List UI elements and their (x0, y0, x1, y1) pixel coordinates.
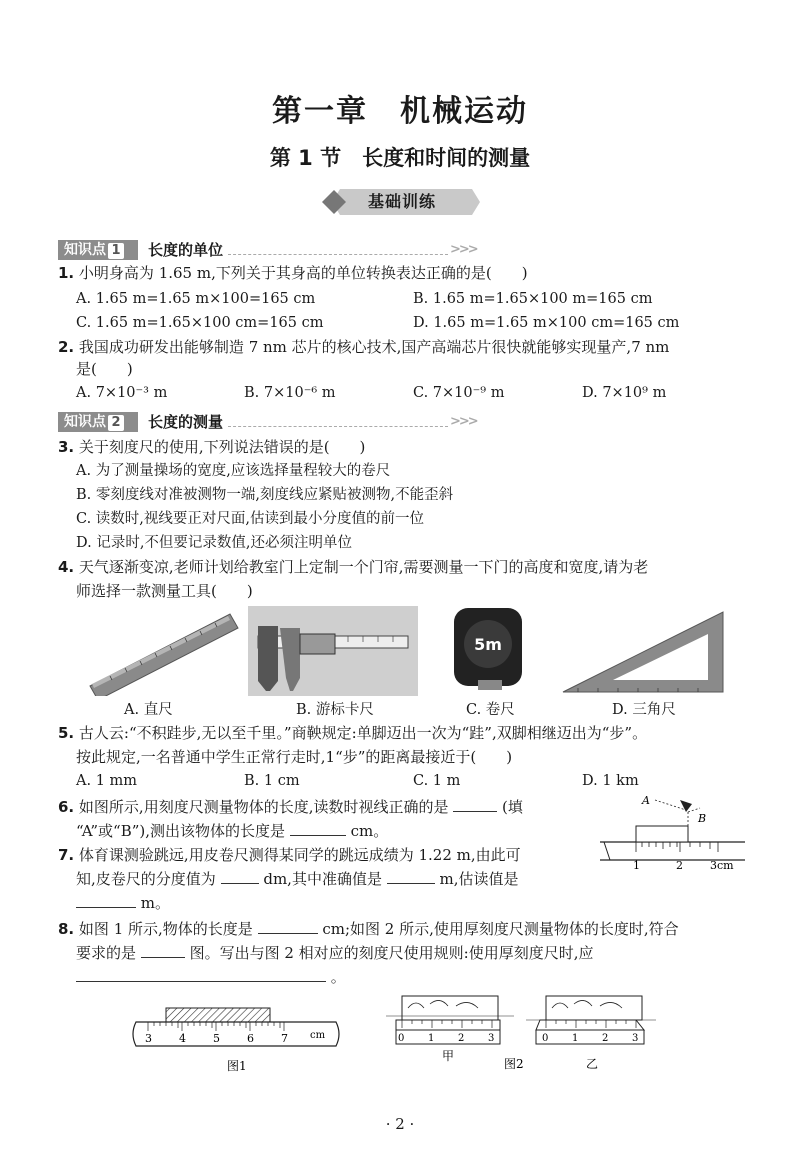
tick-label: 3cm (710, 859, 734, 872)
question-number: 7. (58, 846, 75, 864)
option-a[interactable]: A. 1 mm (76, 773, 138, 789)
question-stem: m,估读值是 (439, 870, 519, 888)
question-stem: 要求的是 (76, 944, 137, 962)
ruler-image[interactable] (80, 606, 240, 696)
answer-blank[interactable] (290, 821, 346, 836)
option-b[interactable]: B. 游标卡尺 (296, 702, 374, 718)
tape-measure-image[interactable] (448, 600, 528, 695)
question-stem: 古人云:“不积跬步,无以至千里。”商鞅规定:单脚迈出一次为“跬”,双脚相继迈出为“步”。 (78, 724, 648, 742)
answer-blank[interactable] (387, 869, 435, 884)
q8-figure-1 (130, 998, 345, 1076)
question-stem-cont (76, 892, 170, 914)
tick-label: 3 (632, 1033, 639, 1044)
option-c[interactable]: C. 1.65 m=1.65×100 cm=165 cm (76, 315, 324, 331)
question-stem-cont (76, 820, 388, 842)
q8-figure-2 (386, 988, 666, 1076)
question-stem: (填 (502, 798, 523, 816)
option-c[interactable]: C. 卷尺 (466, 702, 515, 718)
tick-label: 0 (398, 1033, 405, 1044)
tick-label: 7 (281, 1032, 288, 1045)
chapter-title: 第一章 机械运动 (272, 94, 528, 129)
option-c[interactable]: C. 读数时,视线要正对尺面,估读到最小分度值的前一位 (76, 511, 425, 527)
question-stem: 如图 1 所示,物体的长度是 (78, 920, 253, 938)
knowledge-point-1 (58, 240, 488, 260)
question-number: 8. (58, 920, 75, 938)
question-stem: 小明身高为 1.65 m,下列关于其身高的单位转换表达正确的是( ) (78, 264, 528, 282)
question-stem-cont (76, 942, 593, 964)
question-stem: 体育课测验跳远,用皮卷尺测得某同学的跳远成绩为 1.22 m,由此可 (78, 846, 521, 864)
tape-label: 5m (474, 635, 502, 654)
chevrons-icon: >>> (450, 414, 477, 429)
kp-tag-text: 知识点 (64, 414, 106, 430)
question-stem: “A”或“B”),测出该物体的长度是 (76, 822, 286, 840)
question-number: 4. (58, 558, 75, 576)
divider (228, 426, 448, 427)
figure-caption: 图1 (227, 1059, 247, 1073)
question-1 (58, 262, 528, 284)
question-number: 1. (58, 264, 75, 282)
option-a[interactable]: A. 为了测量操场的宽度,应该选择量程较大的卷尺 (76, 463, 391, 479)
question-stem-cont: 师选择一款测量工具( ) (76, 582, 253, 600)
question-stem: 如图所示,用刻度尺测量物体的长度,读数时视线正确的是 (78, 798, 449, 816)
tick-label: 4 (179, 1032, 186, 1045)
question-stem: m。 (140, 894, 171, 912)
kp-tag (58, 412, 138, 432)
kp-tag (58, 240, 138, 260)
question-stem: 我国成功研发出能够制造 7 nm 芯片的核心技术,国产高端芯片很快就能够实现量产,7 nm (78, 338, 670, 356)
figure-label-yi: 乙 (586, 1057, 599, 1071)
kp-title: 长度的测量 (148, 413, 224, 431)
figure-label-jia: 甲 (442, 1049, 455, 1063)
option-b[interactable]: B. 1 cm (244, 773, 300, 789)
tick-label: 1 (633, 859, 640, 872)
divider (228, 254, 448, 255)
question-stem: 关于刻度尺的使用,下列说法错误的是( ) (78, 438, 366, 456)
tick-label: 6 (247, 1032, 254, 1045)
tick-label: 3 (145, 1032, 152, 1045)
option-d[interactable]: D. 记录时,不但要记录数值,还必须注明单位 (76, 535, 353, 551)
answer-blank[interactable] (453, 797, 497, 812)
question-stem: cm;如图 2 所示,使用厚刻度尺测量物体的长度时,符合 (322, 920, 679, 938)
option-d[interactable]: D. 1 km (582, 773, 639, 789)
tick-label: 1 (428, 1033, 435, 1044)
option-d[interactable]: D. 1.65 m=1.65 m×100 cm=165 cm (413, 315, 680, 331)
answer-blank[interactable] (141, 943, 185, 958)
page-number: · 2 · (385, 1115, 415, 1133)
answer-blank[interactable] (221, 869, 259, 884)
question-7 (58, 844, 521, 866)
question-stem-cont: 是( ) (76, 360, 133, 378)
question-3 (58, 436, 365, 458)
question-stem: 天气逐渐变凉,老师计划给教室门上定制一个门帘,需要测量一下门的高度和宽度,请为老 (78, 558, 649, 576)
question-2 (58, 336, 669, 358)
question-stem: dm,其中准确值是 (263, 870, 382, 888)
banner-text: 基础训练 (367, 192, 436, 211)
tick-label: 1 (572, 1033, 579, 1044)
knowledge-point-2 (58, 412, 488, 432)
figure-caption: 图2 (504, 1057, 524, 1071)
tick-label: 0 (542, 1033, 549, 1044)
question-4 (58, 556, 648, 578)
question-stem-cont (76, 868, 519, 890)
label-a: A (642, 794, 650, 807)
fig2-jia (386, 996, 514, 1063)
triangle-ruler-image[interactable] (558, 606, 728, 694)
fig2-yi (526, 996, 656, 1071)
question-stem: 图。写出与图 2 相对应的刻度尺使用规则:使用厚刻度尺时,应 (189, 944, 594, 962)
tick-label: 3 (488, 1033, 495, 1044)
kp-number: 2 (108, 415, 124, 431)
option-c[interactable]: C. 7×10⁻⁹ m (413, 385, 505, 401)
label-b: B (698, 812, 707, 825)
option-d[interactable]: D. 三角尺 (612, 702, 676, 718)
question-8 (58, 918, 679, 940)
option-b[interactable]: B. 零刻度线对准被测物一端,刻度线应紧贴被测物,不能歪斜 (76, 487, 454, 503)
tick-label: cm (310, 1030, 326, 1041)
question-6 (58, 796, 523, 818)
tick-label: 2 (676, 859, 683, 872)
tick-label: 5 (213, 1032, 220, 1045)
answer-blank[interactable] (258, 919, 318, 934)
kp-title: 长度的单位 (148, 241, 224, 259)
question-stem: 知,皮卷尺的分度值为 (76, 870, 216, 888)
option-b[interactable]: B. 7×10⁻⁶ m (244, 385, 336, 401)
chevrons-icon: >>> (450, 242, 477, 257)
q6-figure (600, 790, 750, 880)
question-number: 3. (58, 438, 75, 456)
question-number: 5. (58, 724, 75, 742)
question-5 (58, 722, 647, 744)
kp-tag-text: 知识点 (64, 242, 106, 258)
question-stem-cont (76, 966, 346, 988)
tick-label: 2 (602, 1033, 609, 1044)
kp-number: 1 (108, 243, 124, 259)
option-c[interactable]: C. 1 m (413, 773, 461, 789)
vernier-caliper-image[interactable] (248, 606, 418, 696)
question-stem-cont: 按此规定,一名普通中学生正常行走时,1“步”的距离最接近于( ) (76, 748, 513, 766)
answer-blank[interactable] (76, 893, 136, 908)
option-a[interactable]: A. 1.65 m=1.65 m×100=165 cm (76, 291, 316, 307)
option-b[interactable]: B. 1.65 m=1.65×100 m=165 cm (413, 291, 653, 307)
section-title: 第 1 节 长度和时间的测量 (269, 146, 531, 170)
question-stem: cm。 (350, 822, 389, 840)
answer-blank[interactable] (76, 967, 326, 982)
option-a[interactable]: A. 7×10⁻³ m (76, 385, 168, 401)
question-number: 2. (58, 338, 75, 356)
tick-label: 2 (458, 1033, 465, 1044)
question-stem: 。 (330, 968, 346, 986)
question-number: 6. (58, 798, 75, 816)
option-a[interactable]: A. 直尺 (124, 702, 173, 718)
option-d[interactable]: D. 7×10⁹ m (582, 385, 667, 401)
